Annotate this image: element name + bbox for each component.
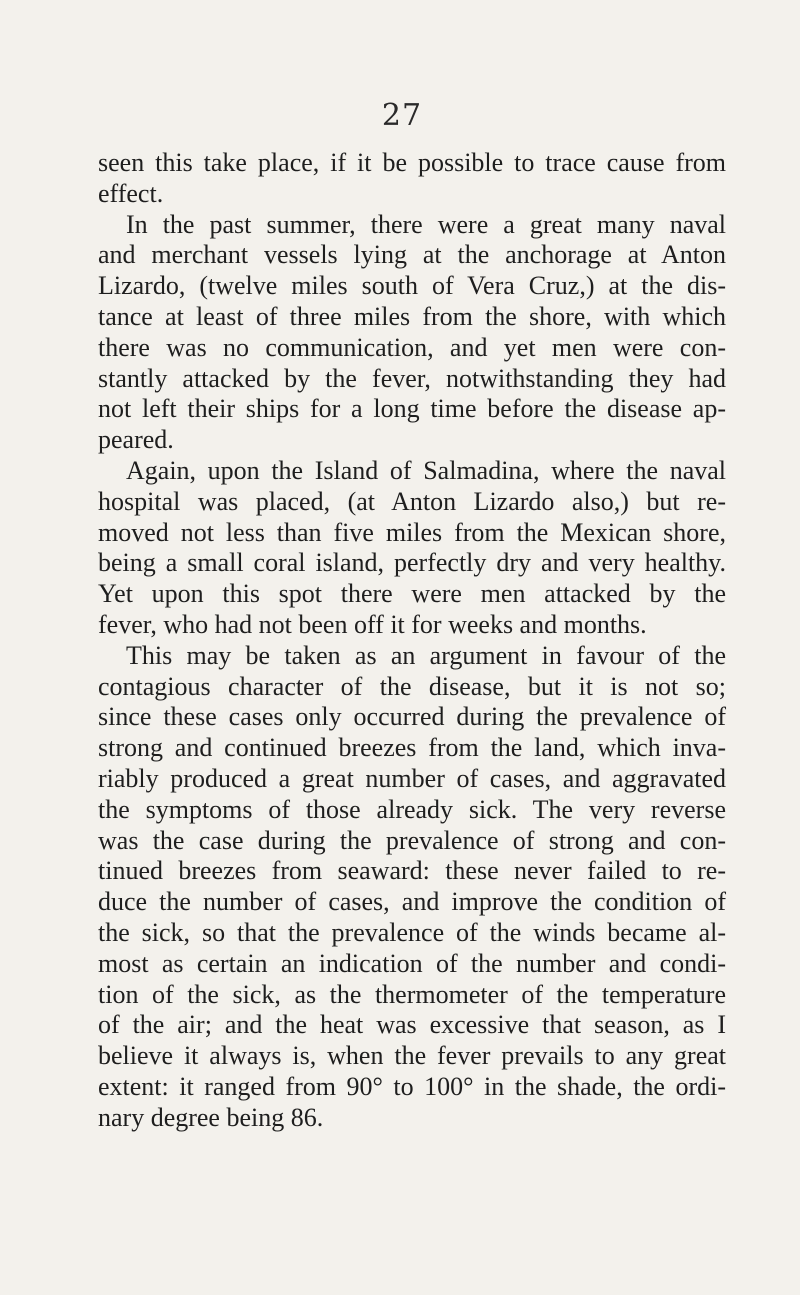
text-line: of the air; and the heat was excessive that season, as I: [98, 1010, 726, 1040]
text-line: riably produced a great number of cases, and aggravated: [98, 763, 726, 793]
text-line: Yet upon this spot there were men attacked by the: [98, 579, 726, 609]
text-line: was the case during the prevalence of strong and con-: [98, 825, 726, 855]
body-text: [98, 148, 726, 1134]
text-line: and merchant vessels lying at the anchorage at Anton: [98, 240, 726, 270]
text-line: there was no communication, and yet men were con-: [98, 332, 726, 362]
text-line: hospital was placed, (at Anton Lizardo also,) but re-: [98, 486, 726, 516]
text-line: contagious character of the disease, but it is not so;: [98, 671, 726, 701]
text-line: tance at least of three miles from the shore, with which: [98, 301, 726, 331]
text-line: effect.: [98, 178, 164, 208]
text-line: This may be taken as an argument in favour of the: [126, 640, 726, 670]
page-number: 27: [381, 98, 423, 133]
text-line: believe it always is, when the fever prevails to any great: [98, 1041, 726, 1071]
text-line: fever, who had not been off it for weeks and months.: [98, 609, 647, 639]
text-line: extent: it ranged from 90° to 100° in the shade, the ordi-: [98, 1071, 726, 1101]
paragraph: [98, 148, 726, 210]
paragraph: [98, 210, 726, 456]
text-line: the sick, so that the prevalence of the winds became al-: [98, 917, 726, 947]
text-line: most as certain an indication of the number and condi-: [98, 948, 726, 978]
text-line: Again, upon the Island of Salmadina, where the naval: [126, 455, 726, 485]
text-line: seen this take place, if it be possible to trace cause from: [98, 148, 726, 177]
paragraph: [98, 641, 726, 1134]
text-line: In the past summer, there were a great many naval: [126, 209, 726, 239]
text-line: nary degree being 86.: [98, 1102, 324, 1132]
text-line: being a small coral island, perfectly dry and very healthy.: [98, 548, 726, 578]
text-line: tinued breezes from seaward: these never failed to re-: [98, 856, 726, 886]
text-line: tion of the sick, as the thermometer of the temperature: [98, 979, 726, 1009]
text-line: duce the number of cases, and improve the condition of: [98, 887, 726, 917]
text-line: Lizardo, (twelve miles south of Vera Cruz,) at the dis-: [98, 271, 726, 301]
text-line: the symptoms of those already sick. The very reverse: [98, 794, 726, 824]
text-line: strong and continued breezes from the land, which inva-: [98, 733, 726, 763]
text-line: peared.: [98, 425, 174, 455]
text-line: moved not less than five miles from the Mexican shore,: [98, 517, 726, 547]
paragraph: [98, 456, 726, 641]
text-line: not left their ships for a long time before the disease ap-: [98, 394, 726, 424]
text-line: since these cases only occurred during the prevalence of: [98, 702, 726, 732]
text-line: stantly attacked by the fever, notwithstanding they had: [98, 363, 726, 393]
